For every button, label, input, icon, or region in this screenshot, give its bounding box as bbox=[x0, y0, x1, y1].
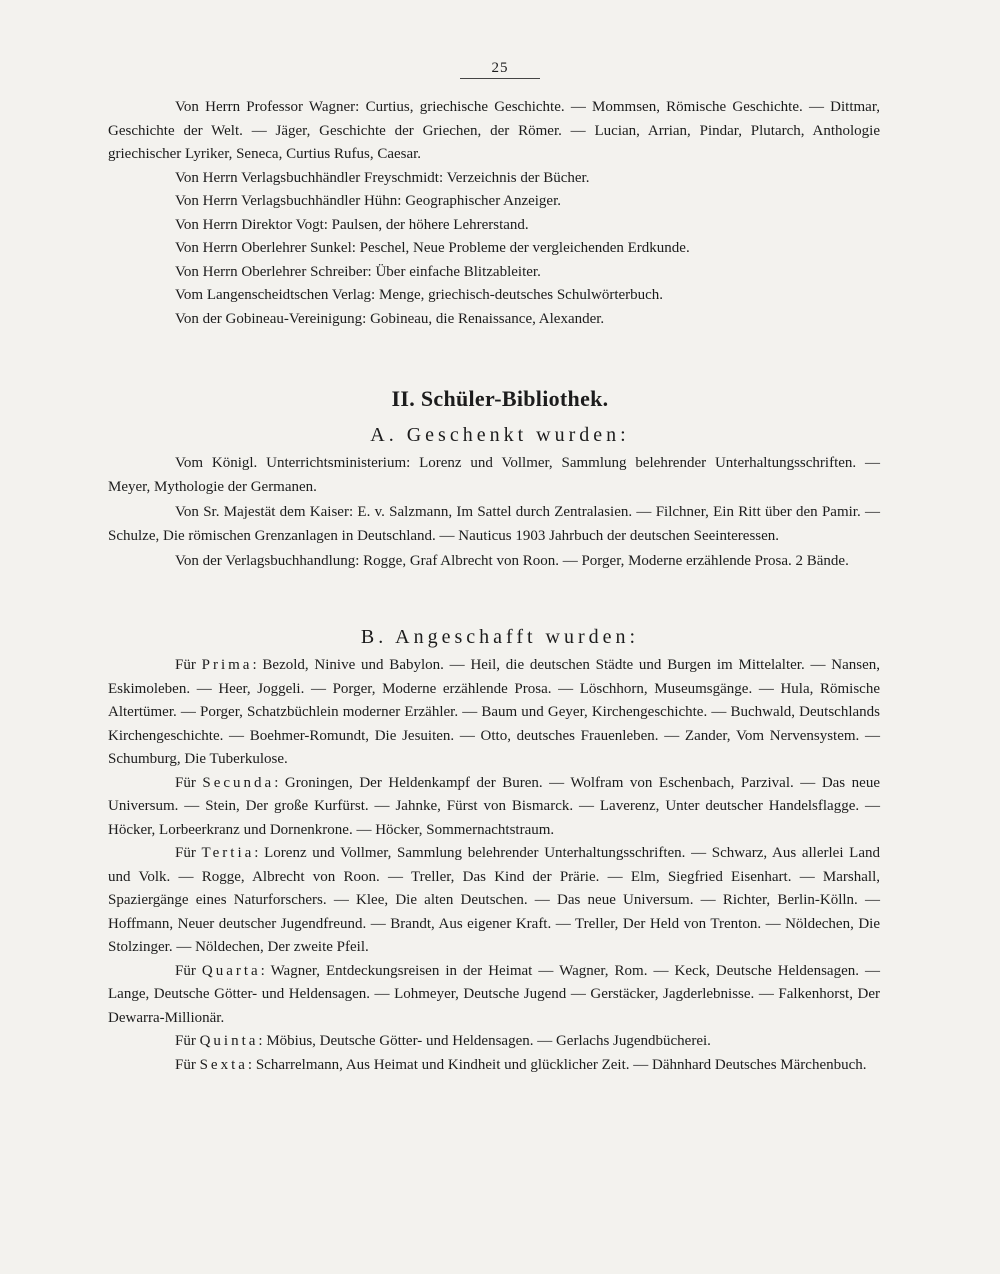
donation-entry: Von Herrn Direktor Vogt: Paulsen, der höhere Lehrerstand. bbox=[175, 216, 529, 233]
class-name: Quarta bbox=[201, 962, 261, 979]
entry-text: : Bezold, Ninive und Babylon. — Heil, die deutschen Städte und Burgen im Mittelalter. — Nansen, Eskimoleben. — Heer, Joggeli. — Porger, Moderne erzählende Prosa. — Löschhorn, Museumsgänge. — Hula, Römische Altertümer. — Porger, Schatzbüchlein moderner Erzähler. — Baum und Geyer, Kirchengeschichte. — Buchwald, Deutschlands Kirchengeschichte. — Boehmer-Romundt, Die Jesuiten. — Otto, deutsches Frauenleben. — Zander, Vom Nervensystem. — Schumburg, Die Tuberkulose. bbox=[108, 657, 881, 767]
entry-label: Für bbox=[175, 774, 203, 791]
gifts-list bbox=[108, 452, 880, 574]
donation-entry: Von Herrn Professor Wagner: Curtius, griechische Geschichte. — Mommsen, Römische Geschichte. — Dittmar, Geschichte der Welt. — Jäger, Geschichte der Griechen, der Römer. — Lucian, Arrian, Pindar, Plutarch, Anthologie griechischer Lyriker, Seneca, Curtius Rufus, Caesar. bbox=[108, 99, 880, 162]
section-title: II. Schüler-Bibliothek. bbox=[391, 386, 609, 411]
donation-entry: Von der Gobineau-Vereinigung: Gobineau, die Renaissance, Alexander. bbox=[175, 310, 605, 327]
donation-entry: Von Herrn Verlagsbuchhändler Hühn: Geographischer Anzeiger. bbox=[175, 193, 562, 209]
purchase-entry-tertia bbox=[108, 842, 880, 960]
subsection-a-heading: A. Geschenkt wurden: bbox=[370, 424, 630, 446]
donations-list bbox=[108, 96, 880, 331]
donation-entry: Von Herrn Oberlehrer Schreiber: Über einfache Blitzableiter. bbox=[175, 263, 541, 280]
class-name: Secunda bbox=[202, 774, 275, 791]
class-name: Quinta bbox=[199, 1033, 259, 1049]
entry-text: : Lorenz und Vollmer, Sammlung belehrender Unterhaltungsschriften. — Schwarz, Aus allerlei Land und Volk. — Rogge, Albrecht von Roon. — Treller, Das Kind der Prärie. — Elm, Siegfried Eisenhart. — Marshall, Spaziergänge eines Naturforschers. — Klee, Die alten Deutschen. — Das neue Universum. — Richter, Berlin-Kölln. — Hoffmann, Neuer deutscher Jugendfreund. — Brandt, Aus eigener Kraft. — Treller, Der Held von Trenton. — Nöldechen, Die Stolzinger. — Nöldechen, Der zweite Pfeil. bbox=[108, 845, 880, 955]
purchase-entry-quinta bbox=[108, 1030, 880, 1054]
purchase-entry-prima bbox=[108, 654, 880, 772]
entry-label: Für bbox=[175, 845, 202, 861]
page-number: 25 bbox=[460, 60, 540, 79]
gift-entry: Vom Königl. Unterrichtsministerium: Lorenz und Vollmer, Sammlung belehrender Unterhaltungsschriften. — Meyer, Mythologie der Germanen. bbox=[108, 455, 880, 495]
entry-text: : Wagner, Entdeckungsreisen in der Heimat — Wagner, Rom. — Keck, Deutsche Heldensagen. — Lange, Deutsche Götter- und Heldensagen. — Lohmeyer, Deutsche Jugend — Gerstäcker, Jagderlebnisse. — Falkenhorst, Der Dewarra-Millionär. bbox=[108, 962, 880, 1026]
purchases-list bbox=[108, 654, 880, 1077]
entry-label: Für bbox=[175, 962, 202, 979]
entry-label: Für bbox=[175, 1033, 200, 1049]
gift-entry: Von Sr. Majestät dem Kaiser: E. v. Salzmann, Im Sattel durch Zentralasien. — Filchner, Ein Ritt über den Pamir. — Schulze, Die römischen Grenzanlagen in Deutschland. — Nauticus 1903 Jahrbuch der deutschen Seeinteressen. bbox=[108, 504, 880, 544]
entry-text: : Groningen, Der Heldenkampf der Buren. — Wolfram von Eschenbach, Parzival. — Das neue Universum. — Stein, Der große Kurfürst. — Jahnke, Fürst von Bismarck. — Laverenz, Unter deutscher Handelsflagge. — Höcker, Lorbeerkranz und Dornenkrone. — Höcker, Sommernachtstraum. bbox=[108, 774, 880, 838]
entry-text: : Möbius, Deutsche Götter- und Heldensagen. — Gerlachs Jugendbücherei. bbox=[258, 1033, 711, 1049]
purchase-entry-quarta bbox=[108, 960, 880, 1031]
class-name: Prima bbox=[201, 657, 253, 673]
donation-entry: Vom Langenscheidtschen Verlag: Menge, griechisch-deutsches Schulwörterbuch. bbox=[175, 287, 664, 303]
donation-entry: Von Herrn Oberlehrer Sunkel: Peschel, Neue Probleme der vergleichenden Erdkunde. bbox=[175, 240, 690, 256]
class-name: Sexta bbox=[199, 1056, 248, 1073]
subsection-b-heading: B. Angeschafft wurden: bbox=[360, 626, 640, 648]
entry-label: Für bbox=[175, 657, 202, 673]
purchase-entry-secunda bbox=[108, 772, 880, 843]
purchase-entry-sexta bbox=[108, 1054, 880, 1078]
donation-entry: Von Herrn Verlagsbuchhändler Freyschmidt: Verzeichnis der Bücher. bbox=[175, 169, 590, 186]
entry-label: Für bbox=[175, 1056, 200, 1073]
class-name: Tertia bbox=[201, 845, 255, 861]
gift-entry: Von der Verlagsbuchhandlung: Rogge, Graf Albrecht von Roon. — Porger, Moderne erzählende Prosa. 2 Bände. bbox=[175, 553, 849, 569]
entry-text: : Scharrelmann, Aus Heimat und Kindheit und glücklicher Zeit. — Dähnhard Deutsches Märchenbuch. bbox=[247, 1056, 867, 1073]
